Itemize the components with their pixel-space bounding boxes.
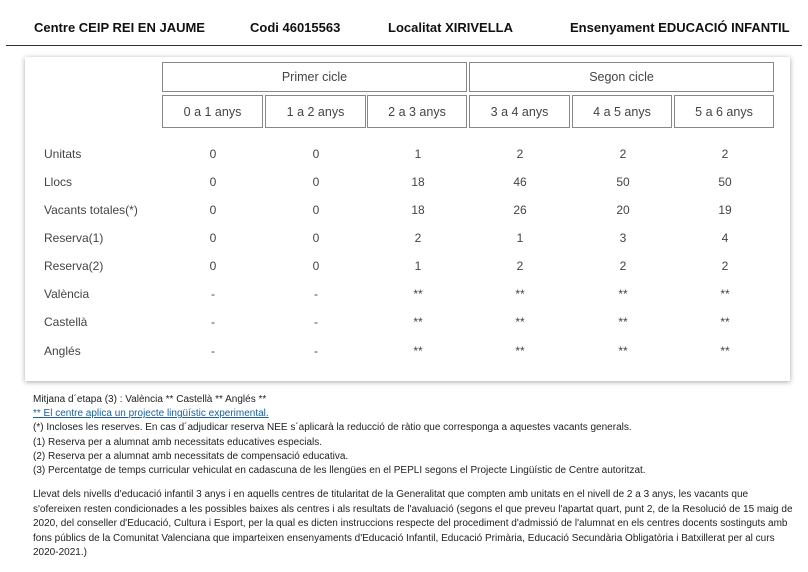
row-label: Anglés bbox=[44, 344, 81, 358]
table-cell: 0 bbox=[312, 259, 320, 273]
header-localitat: Localitat XIRIVELLA bbox=[388, 20, 513, 35]
table-cell: 50 bbox=[616, 175, 630, 189]
table-cell: 0 bbox=[312, 203, 320, 217]
note-line: (1) Reserva per a alumnat amb necessitats educatives especials. bbox=[33, 436, 323, 448]
table-cell: 2 bbox=[619, 147, 627, 161]
header-ensenyament: Ensenyament EDUCACIÓ INFANTIL bbox=[570, 20, 790, 35]
table-cell: 18 bbox=[411, 203, 425, 217]
column-header: 3 a 4 anys bbox=[469, 95, 570, 128]
table-cell: - bbox=[211, 315, 215, 329]
table-cell: ** bbox=[720, 344, 730, 358]
row-label: Unitats bbox=[44, 147, 82, 161]
group-header-segon-cicle: Segon cicle bbox=[469, 62, 774, 92]
row-label: Reserva(2) bbox=[44, 259, 104, 273]
table-cell: 0 bbox=[209, 203, 217, 217]
table-cell: 0 bbox=[312, 147, 320, 161]
column-header: 5 a 6 anys bbox=[674, 95, 774, 128]
table-cell: ** bbox=[618, 287, 628, 301]
table-cell: ** bbox=[413, 344, 423, 358]
table-cell: - bbox=[211, 287, 215, 301]
conditions-paragraph: Llevat dels nivells d'educació infantil 3 anys i en aquells centres de titularitat de la Generalitat que compten amb unitats en el nivell de 2 a 3 anys, les vacants que s'ofereixen resten condicionades a les possibles baixes als centres i als resultats de l'avaluació (segons el que preveu l'apartat quart, punt 2, de la Resolució de 15 maig de 2020, del conseller d'Educació, Cultura i Esport, per la qual es dicten instruccions respecte del procediment d'admissió de l'alumnat en els centres docents sostinguts amb fons públics de la Comunitat Valenciana que imparteixen ensenyaments d'Educació Infantil, Educació Primària, Educació Secundària Obligatòria i Batxillerat per al curs 2020-2021.) bbox=[33, 489, 793, 558]
table-cell: 19 bbox=[718, 203, 732, 217]
column-header: 1 a 2 anys bbox=[265, 95, 366, 128]
table-cell: - bbox=[314, 315, 318, 329]
row-label: Llocs bbox=[44, 175, 73, 189]
table-cell: 3 bbox=[619, 231, 627, 245]
note-line: (2) Reserva per a alumnat amb necessitats de compensació educativa. bbox=[33, 450, 349, 462]
table-cell: ** bbox=[720, 287, 730, 301]
vacancies-table bbox=[25, 57, 790, 381]
table-cell: ** bbox=[413, 315, 423, 329]
table-cell: 1 bbox=[414, 259, 422, 273]
row-label: Castellà bbox=[44, 315, 88, 329]
table-cell: ** bbox=[720, 315, 730, 329]
table-cell: 2 bbox=[619, 259, 627, 273]
table-cell: ** bbox=[618, 315, 628, 329]
row-label: Reserva(1) bbox=[44, 231, 104, 245]
table-cell: - bbox=[314, 287, 318, 301]
table-cell: 2 bbox=[721, 147, 729, 161]
table-cell: 50 bbox=[718, 175, 732, 189]
row-label: València bbox=[44, 287, 90, 301]
table-cell: 26 bbox=[513, 203, 527, 217]
table-cell: 0 bbox=[209, 147, 217, 161]
table-cell: 0 bbox=[312, 231, 320, 245]
table-cell: ** bbox=[618, 344, 628, 358]
experimental-project-link[interactable]: ** El centre aplica un projecte lingüístic experimental. bbox=[33, 408, 269, 420]
table-cell: 2 bbox=[721, 259, 729, 273]
column-header: 4 a 5 anys bbox=[572, 95, 672, 128]
table-cell: 4 bbox=[721, 231, 729, 245]
table-cell: 0 bbox=[209, 231, 217, 245]
note-line: (3) Percentatge de temps curricular vehiculat en cadascuna de les llengües en el PEPLI segons el Projecte Lingüístic de Centre autoritzat. bbox=[33, 465, 646, 477]
table-cell: ** bbox=[515, 287, 525, 301]
table-cell: ** bbox=[413, 287, 423, 301]
notes bbox=[33, 393, 798, 478]
table-cell: 20 bbox=[616, 203, 630, 217]
table-cell: 2 bbox=[414, 231, 422, 245]
table-cell: 46 bbox=[513, 175, 527, 189]
mitjana-note: Mitjana d´etapa (3) : València ** Castellà ** Anglés ** bbox=[33, 394, 267, 405]
row-label: Vacants totales(*) bbox=[44, 203, 138, 217]
table-cell: 0 bbox=[209, 259, 217, 273]
header-codi: Codi 46015563 bbox=[250, 20, 341, 35]
header-centre: Centre CEIP REI EN JAUME bbox=[34, 20, 205, 35]
column-header: 0 a 1 anys bbox=[162, 95, 263, 128]
table-cell: - bbox=[314, 344, 318, 358]
table-cell: 2 bbox=[516, 147, 524, 161]
table-cell: 1 bbox=[516, 231, 524, 245]
table-cell: - bbox=[211, 344, 215, 358]
table-cell: ** bbox=[515, 315, 525, 329]
column-header: 2 a 3 anys bbox=[367, 95, 467, 128]
note-line: (*) Incloses les reserves. En cas d´adjudicar reserva NEE s´aplicarà la reducció de ràtio que corresponga a aquestes vacants generals. bbox=[33, 422, 632, 434]
table-cell: ** bbox=[515, 344, 525, 358]
table-cell: 2 bbox=[516, 259, 524, 273]
table-cell: 1 bbox=[414, 147, 422, 161]
table-cell: 0 bbox=[209, 175, 217, 189]
page-header bbox=[6, 0, 802, 46]
table-cell: 18 bbox=[411, 175, 425, 189]
table-cell: 0 bbox=[312, 175, 320, 189]
group-header-primer-cicle: Primer cicle bbox=[162, 62, 467, 92]
